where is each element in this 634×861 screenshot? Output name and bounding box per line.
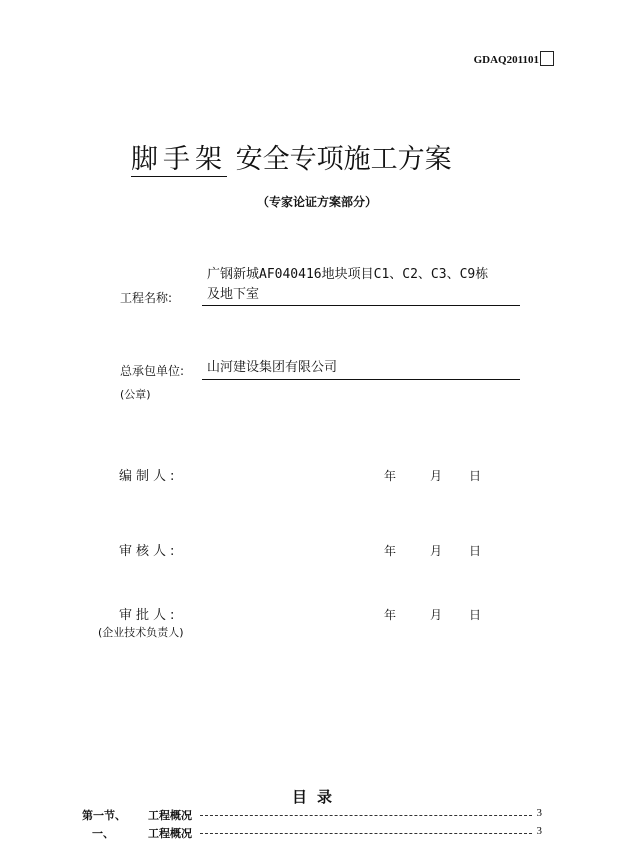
approver-month: 月 [430,608,443,622]
project-name-label: 工程名称: [120,291,173,305]
toc-row[interactable] [82,825,542,841]
contractor-underline [202,379,520,380]
project-name-line2: 及地下室 [207,287,260,302]
document-subtitle: （专家论证方案部分） [256,195,377,209]
toc-leader [200,833,532,834]
contractor-label: 总承包单位: [120,364,185,378]
reviewer-label: 审核人: [119,544,179,559]
approver-note: (企业技术负责人) [98,626,184,639]
document-code-text: GDAQ201101 [473,54,539,66]
project-name-underline [202,305,520,306]
toc-row-number: 一、 [92,827,114,840]
contractor-value: 山河建设集团有限公司 [207,360,338,375]
toc-row-page: 3 [536,825,542,837]
approver-year: 年 [384,608,397,622]
reviewer-month: 月 [430,544,443,558]
toc-row-name: 工程概况 [148,827,192,840]
toc-title: 目录 [291,788,342,806]
document-code [474,51,554,66]
project-name-line1: 广钢新城AF040416地块项目C1、C2、C3、C9栋 [207,267,489,282]
reviewer-day: 日 [469,544,482,558]
toc-row-name: 工程概况 [148,809,192,822]
toc-row-number: 第一节、 [82,809,126,822]
document-title [131,137,452,176]
toc-row[interactable] [82,807,542,823]
toc-leader [200,815,532,816]
title-underlined: 脚手架 [131,144,227,175]
seal-note: (公章) [120,388,151,401]
compiler-label: 编制人: [119,469,179,484]
reviewer-year: 年 [384,544,397,558]
compiler-day: 日 [469,469,482,483]
approver-day: 日 [469,608,482,622]
compiler-year: 年 [384,469,397,483]
toc-row-page: 3 [536,807,542,819]
compiler-month: 月 [430,469,443,483]
code-checkbox [540,51,554,66]
approver-label: 审批人: [119,608,179,623]
title-rest: 安全专项施工方案 [235,144,452,175]
